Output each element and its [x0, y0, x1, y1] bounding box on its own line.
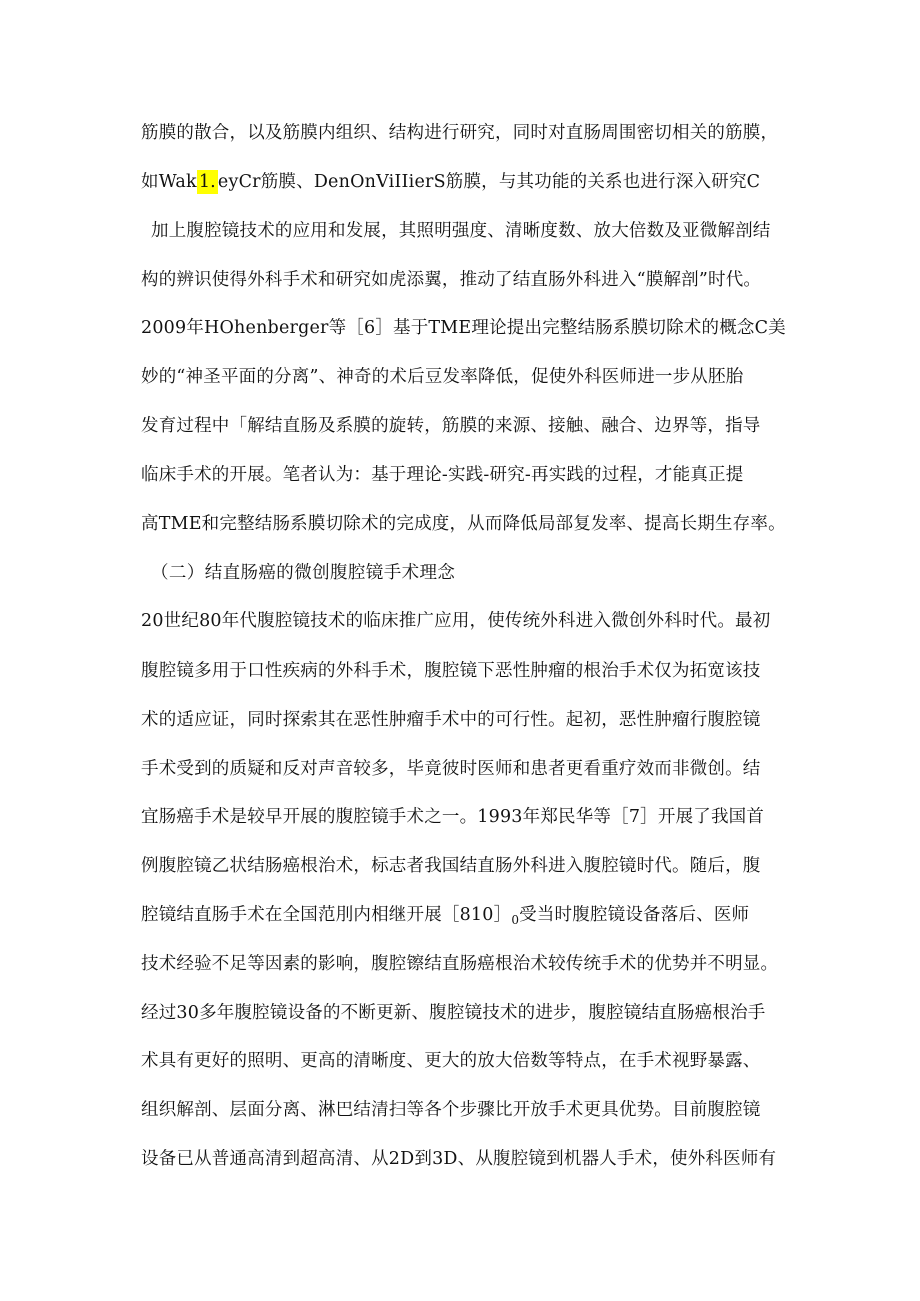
text-line: 妙的“神圣平面的分离”、神奇的术后豆发率降低，促使外科医师进一步从胚胎: [141, 367, 744, 387]
text-segment: 腔镜结直肠手术在全国范刖内相继开展［810］: [141, 905, 512, 925]
text-line: 20世纪80年代腹腔镜技术的临床推广应用，使传统外科进入微创外科时代。最初: [141, 611, 771, 631]
text-line: 腹腔镜多用于口性疾病的外科手术，腹腔镜下恶性肿瘤的根治手术仅为拓宽该技: [141, 661, 761, 681]
text-line: 高TME和完整结肠系膜切除术的完成度，从而降低局部复发率、提高长期生存率。: [141, 514, 786, 534]
text-line: 临床手术的开展。笔者认为：基于理论-实践-研究-再实践的过程，才能真正提: [141, 465, 744, 485]
text-line: 宜肠癌手术是较早开展的腹腔镜手术之一。1993年郑民华等［7］开展了我国首: [141, 807, 765, 827]
text-line: 组织解剖、层面分离、淋巴结清扫等各个步骤比开放手术更具优势。目前腹腔镜: [141, 1100, 761, 1120]
text-line: 术的适应证，同时探索其在恶性肿瘤手术中的可行性。起初，恶性肿瘤行腹腔镜: [141, 710, 761, 730]
text-line: [141, 903, 801, 932]
text-line: 术具有更好的照明、更高的清晰度、更大的放大倍数等特点，在手术视野暴露、: [141, 1051, 761, 1071]
text-line: 发育过程中「解结直肠及系膜的旋转，筋膜的来源、接触、融合、边界等，指导: [141, 416, 761, 436]
text-line: 加上腹腔镜技术的应用和发展，其照明强度、清晰度数、放大倍数及亚微解剖结: [151, 221, 771, 241]
section-heading: （二）结直肠癌的微创腹腔镜手术理念: [151, 563, 456, 583]
text-line: 筋膜的散合，以及筋膜内组织、结构进行研究，同时对直肠周围密切相关的筋膜，: [141, 123, 779, 143]
text-segment: 如Wak: [141, 172, 197, 192]
subscript-text: 0: [511, 913, 520, 927]
text-segment: eyCr筋膜、DenOnViIIierS筋膜，与其功能的关系也进行深入研究C: [217, 172, 761, 192]
text-segment: 受当时腹腔镜设备落后、医师: [519, 905, 750, 925]
text-line: 构的辨识使得外科手术和研究如虎添翼，推动了结直肠外科进入“膜解剖”时代。: [141, 270, 762, 290]
text-line: 设备已从普通高清到超高清、从2D到3D、从腹腔镜到机器人手术，使外科医师有: [141, 1149, 777, 1169]
text-line: 技术经验不足等因素的影响，腹腔镲结直肠癌根治术较传统手术的优势并不明显。: [141, 954, 779, 974]
text-line: 2009年HOhenberger等［6］基于TME理论提出完整结肠系膜切除术的概念C美: [141, 318, 786, 338]
highlighted-text: 1.: [197, 170, 218, 194]
text-line: 例腹腔镜乙状结肠癌根治术，标志者我国结直肠外科进入腹腔镜时代。随后，腹: [141, 856, 761, 876]
text-line: 经过30多年腹腔镜设备的不断更新、腹腔镜技术的进步，腹腔镜结直肠癌根治手: [141, 1003, 766, 1023]
text-line: 手术受到的质疑和反对声音较多，毕竟彼时医师和患者更看重疗效而非微创。结: [141, 759, 761, 779]
text-line: [141, 170, 801, 194]
